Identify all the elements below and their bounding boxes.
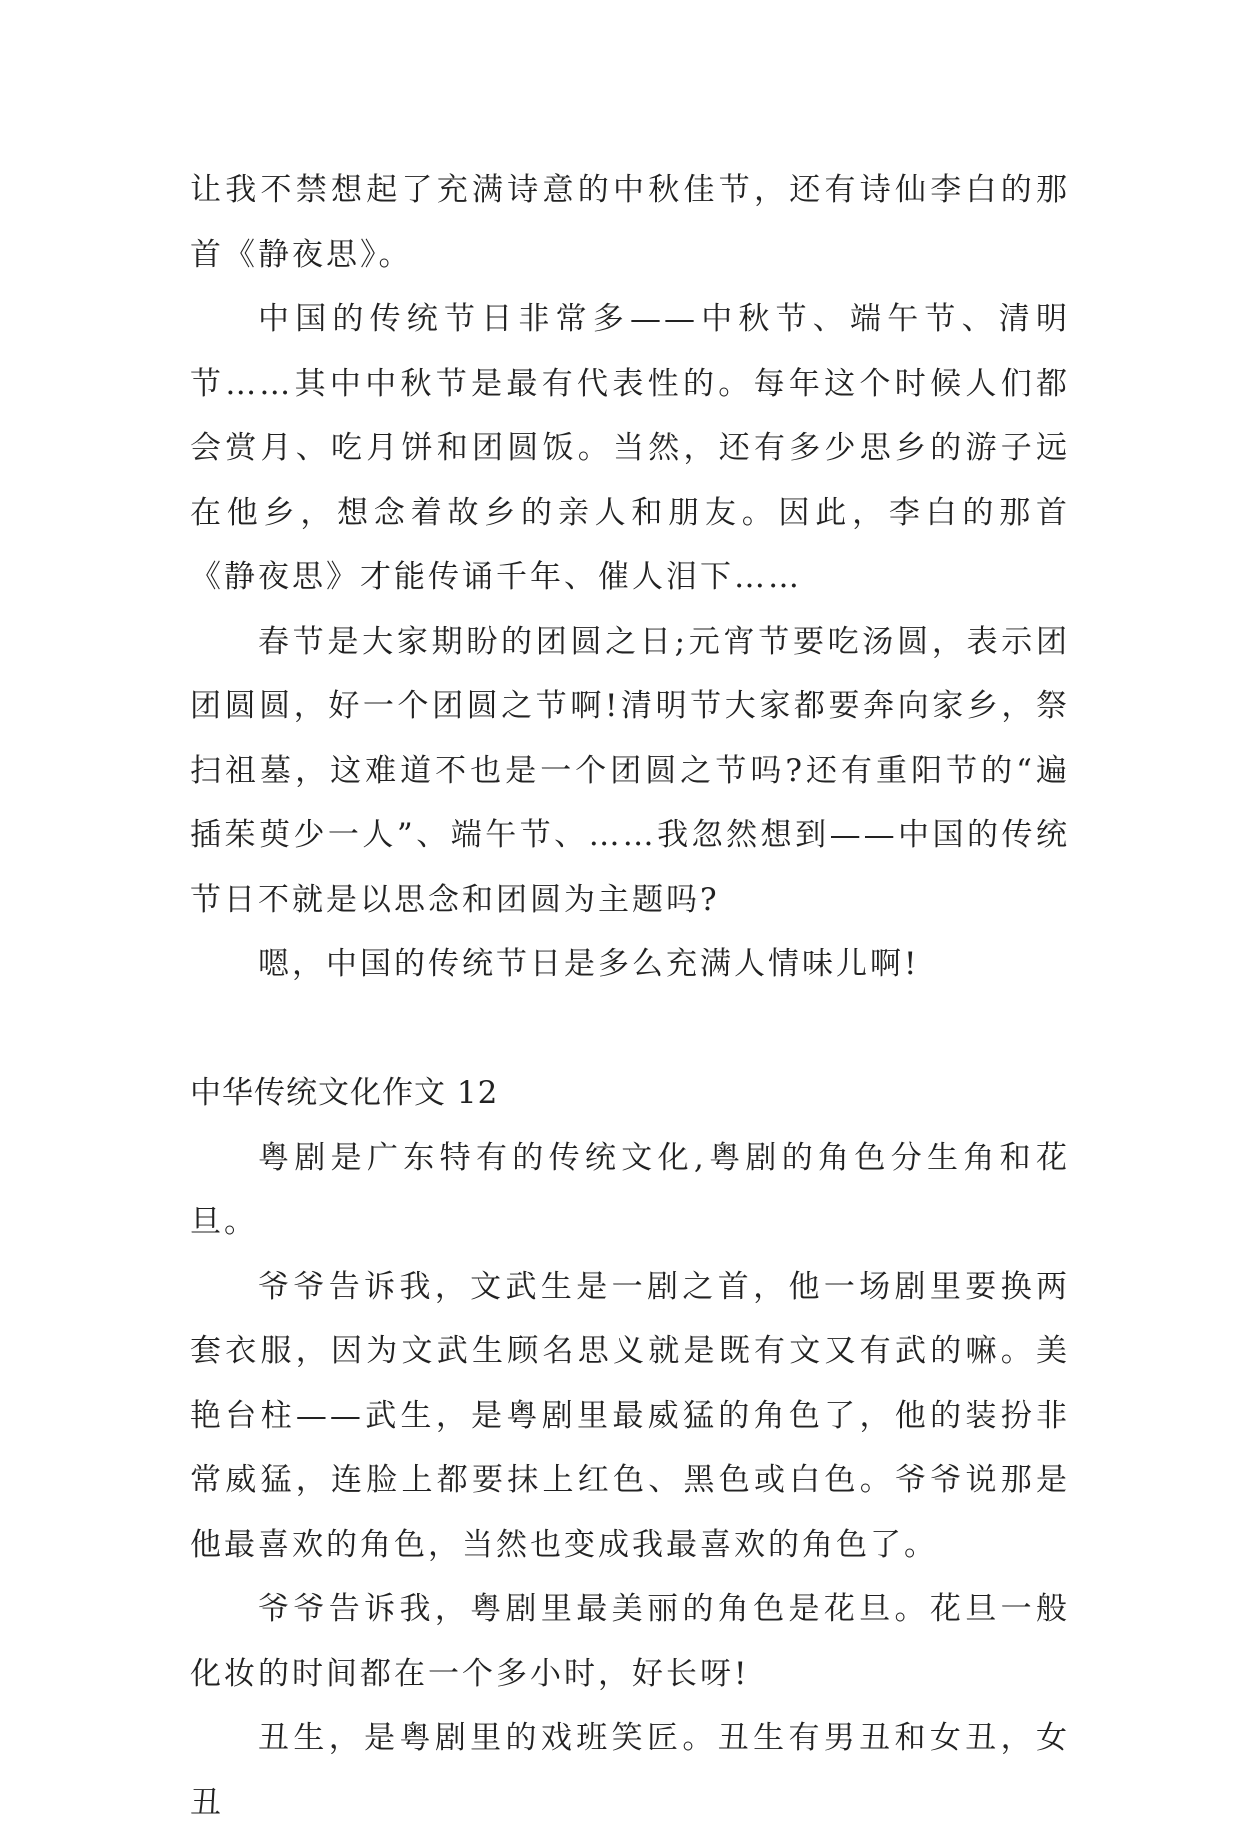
paragraph-continued: 让我不禁想起了充满诗意的中秋佳节，还有诗仙李白的那首《静夜思》。 xyxy=(190,172,1070,273)
paragraph-chousheng: 丑生，是粤剧里的戏班笑匠。丑生有男丑和女丑，女丑 xyxy=(190,1720,1070,1821)
paragraph-wenwusheng: 爷爷告诉我，文武生是一剧之首，他一场剧里要换两套衣服，因为文武生顾名思义就是既有文又有武的嘛。美艳台柱——武生，是粤剧里最威猛的角色了，他的装扮非常威猛，连脸上都要抹上红色、黑色或白色。爷爷说那是他最喜欢的角色，当然也变成我最喜欢的角色了。 xyxy=(190,1268,1070,1563)
paragraph-conclusion: 嗯，中国的传统节日是多么充满人情味儿啊! xyxy=(258,946,920,982)
paragraph-huadan: 爷爷告诉我，粤剧里最美丽的角色是花旦。花旦一般化妆的时间都在一个多小时，好长呀! xyxy=(190,1591,1070,1692)
paragraph-reunion-festivals: 春节是大家期盼的团圆之日;元宵节要吃汤圆，表示团团圆圆，好一个团圆之节啊!清明节大家都要奔向家乡，祭扫祖墓，这难道不也是一个团圆之节吗?还有重阳节的“遍插茱萸少一人”、端午节、……我忽然想到——中国的传统节日不就是以思念和团圆为主题吗? xyxy=(190,623,1070,918)
paragraph-cantonese-opera-intro: 粤剧是广东特有的传统文化,粤剧的角色分生角和花旦。 xyxy=(190,1139,1070,1240)
section-title: 中华传统文化作文 12 xyxy=(190,1075,499,1111)
blank-line xyxy=(190,997,1070,1062)
paragraph-traditional-festivals: 中国的传统节日非常多——中秋节、端午节、清明节……其中中秋节是最有代表性的。每年这个时候人们都会赏月、吃月饼和团圆饭。当然，还有多少思乡的游子远在他乡，想念着故乡的亲人和朋友。因此，李白的那首《静夜思》才能传诵千年、催人泪下…… xyxy=(190,301,1070,595)
document-body xyxy=(190,158,1070,1835)
